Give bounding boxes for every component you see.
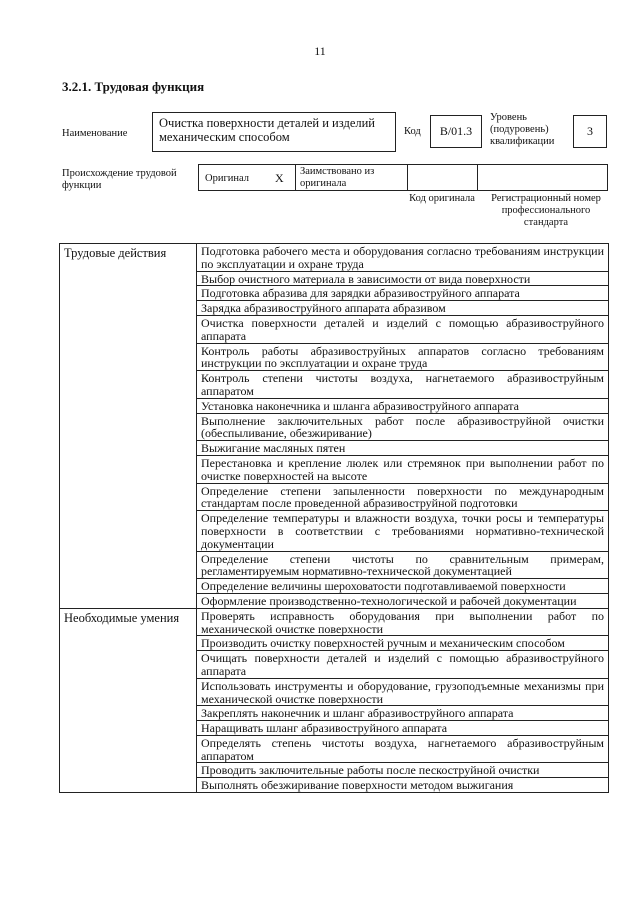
section-item: Контроль работы абразивоструйных аппаратов согласно требованиям инструкции по эксплуатации и охране труда: [197, 343, 609, 371]
original-cell: [199, 165, 296, 190]
section-item: Наращивать шланг абразивоструйного аппарата: [197, 721, 609, 736]
function-details-table: [59, 243, 609, 793]
section-item: Контроль степени чистоты воздуха, нагнетаемого абразивоструйным аппаратом: [197, 371, 609, 399]
borrowed-cell: [296, 165, 408, 190]
code-original-cell: [408, 165, 478, 190]
section-item: Определение степени чистоты по сравнительным примерам, регламентируемым нормативно-технической документацией: [197, 551, 609, 579]
original-mark: Х: [275, 171, 284, 185]
section-item: Выполнять обезжиривание поверхности методом выжигания: [197, 778, 609, 793]
section-item: Выполнение заключительных работ после абразивоструйной очистки (обеспыливание, обезжиривание): [197, 413, 609, 441]
section-item: Очищать поверхности деталей и изделий с помощью абразивоструйного аппарата: [197, 651, 609, 679]
function-name-box: Очистка поверхности деталей и изделий механическим способом: [152, 112, 396, 152]
page-number: 11: [314, 44, 326, 58]
section-item: Проводить заключительные работы после пескоструйной очистки: [197, 763, 609, 778]
level-label: Уровень (подуровень) квалификации: [490, 112, 555, 147]
code-label: Код: [404, 126, 421, 137]
section-item: Определение степени запыленности поверхности по международным стандартам после проведенной абразивоструйной подготовки: [197, 483, 609, 511]
original-label: Оригинал: [205, 173, 249, 184]
section-item: Закреплять наконечник и шланг абразивоструйного аппарата: [197, 706, 609, 721]
code-value-box: В/01.3: [430, 115, 482, 148]
reg-number-caption: Регистрационный номер профессионального стандарта: [491, 193, 601, 228]
code-original-caption: Код оригинала: [409, 193, 475, 204]
section-item: Определение величины шероховатости подготавливаемой поверхности: [197, 579, 609, 594]
section-item: Установка наконечника и шланга абразивоструйного аппарата: [197, 398, 609, 413]
section-item: Очистка поверхности деталей и изделий с помощью абразивоструйного аппарата: [197, 315, 609, 343]
section-item: Подготовка рабочего места и оборудования согласно требованиям инструкции по эксплуатации и охране труда: [197, 244, 609, 272]
section-item: Проверять исправность оборудования при выполнении работ по механической очистке поверхности: [197, 608, 609, 636]
naimenovanie-label: Наименование: [62, 128, 128, 139]
section-item: Производить очистку поверхностей ручным и механическим способом: [197, 636, 609, 651]
origin-table: [198, 164, 608, 191]
section-item: Зарядка абразивоструйного аппарата абразивом: [197, 301, 609, 316]
section-item: Подготовка абразива для зарядки абразивоструйного аппарата: [197, 286, 609, 301]
section-item: Использовать инструменты и оборудование, грузоподъемные механизмы при механической очистке поверхности: [197, 678, 609, 706]
section-category: Необходимые умения: [60, 608, 197, 792]
section-item: Перестановка и крепление люлек или стремянок при выполнении работ по очистке поверхностей на высоте: [197, 455, 609, 483]
section-category: Трудовые действия: [60, 244, 197, 609]
table-row: [60, 244, 609, 272]
section-item: Определять степень чистоты воздуха, нагнетаемого абразивоструйным аппаратом: [197, 735, 609, 763]
section-item: Определение температуры и влажности воздуха, точки росы и температуры поверхности в соответствии с требованиями нормативно-технической документации: [197, 511, 609, 551]
level-value-box: 3: [573, 115, 607, 148]
section-item: Выбор очистного материала в зависимости от вида поверхности: [197, 271, 609, 286]
section-title: 3.2.1. Трудовая функция: [62, 79, 205, 94]
table-row: [60, 608, 609, 636]
reg-number-cell: [478, 165, 607, 190]
borrowed-label: Заимствовано из оригинала: [300, 166, 375, 189]
origin-label: Происхождение трудовой функции: [62, 168, 177, 191]
section-item: Выжигание масляных пятен: [197, 441, 609, 456]
section-item: Оформление производственно-технологической и рабочей документации: [197, 593, 609, 608]
